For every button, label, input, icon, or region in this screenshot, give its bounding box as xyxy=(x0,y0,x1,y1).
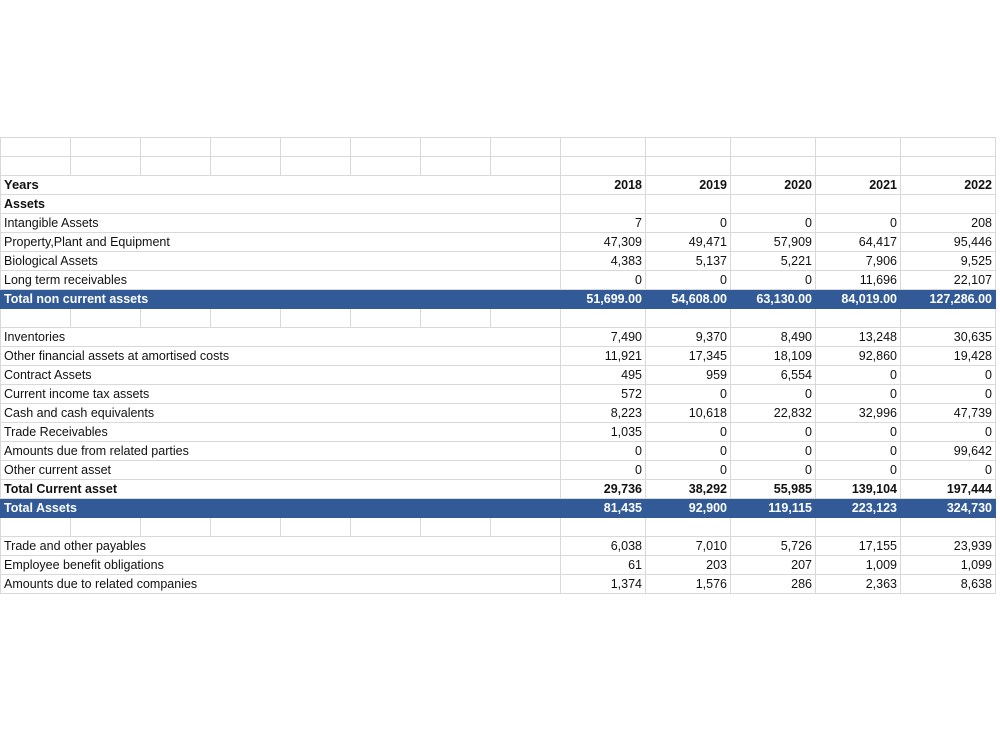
value-cell[interactable]: 0 xyxy=(816,385,901,404)
value-cell[interactable]: 0 xyxy=(731,461,816,480)
value-cell[interactable] xyxy=(731,195,816,214)
empty-cell[interactable] xyxy=(141,157,211,176)
value-cell[interactable] xyxy=(646,195,731,214)
empty-cell[interactable] xyxy=(646,138,731,157)
value-cell[interactable]: 0 xyxy=(646,271,731,290)
value-cell[interactable]: 51,699.00 xyxy=(561,290,646,309)
value-cell[interactable]: 23,939 xyxy=(901,537,996,556)
empty-cell[interactable] xyxy=(141,309,211,328)
value-cell[interactable]: 0 xyxy=(816,442,901,461)
table-row xyxy=(1,404,996,423)
value-cell[interactable]: 29,736 xyxy=(561,480,646,499)
value-cell[interactable]: 0 xyxy=(731,423,816,442)
empty-cell[interactable] xyxy=(731,518,816,537)
value-cell[interactable]: 0 xyxy=(731,442,816,461)
empty-cell[interactable] xyxy=(211,309,281,328)
spreadsheet-area xyxy=(0,137,996,594)
value-cell[interactable]: 1,099 xyxy=(901,556,996,575)
value-cell[interactable]: 10,618 xyxy=(646,404,731,423)
row-label[interactable]: Trade Receivables xyxy=(1,423,561,442)
value-cell[interactable]: 92,860 xyxy=(816,347,901,366)
value-cell[interactable]: 11,696 xyxy=(816,271,901,290)
empty-cell[interactable] xyxy=(491,138,561,157)
empty-cell[interactable] xyxy=(816,157,901,176)
value-cell[interactable]: 1,576 xyxy=(646,575,731,594)
value-cell[interactable]: 63,130.00 xyxy=(731,290,816,309)
value-cell[interactable]: 5,221 xyxy=(731,252,816,271)
value-cell[interactable]: 47,739 xyxy=(901,404,996,423)
value-cell[interactable]: 119,115 xyxy=(731,499,816,518)
empty-cell[interactable] xyxy=(351,309,421,328)
row-label[interactable]: Employee benefit obligations xyxy=(1,556,561,575)
empty-cell[interactable] xyxy=(351,518,421,537)
value-cell[interactable]: 17,345 xyxy=(646,347,731,366)
value-cell[interactable]: 17,155 xyxy=(816,537,901,556)
value-cell[interactable]: 139,104 xyxy=(816,480,901,499)
value-cell[interactable]: 0 xyxy=(561,442,646,461)
row-label[interactable]: Total Assets xyxy=(1,499,561,518)
empty-cell[interactable] xyxy=(281,138,351,157)
empty-cell[interactable] xyxy=(141,518,211,537)
value-cell[interactable]: 4,383 xyxy=(561,252,646,271)
table-row xyxy=(1,347,996,366)
value-cell[interactable] xyxy=(901,195,996,214)
empty-cell[interactable] xyxy=(816,518,901,537)
table-row xyxy=(1,214,996,233)
empty-cell[interactable] xyxy=(71,518,141,537)
value-cell[interactable]: 81,435 xyxy=(561,499,646,518)
value-cell[interactable]: 99,642 xyxy=(901,442,996,461)
row-label[interactable]: Amounts due from related parties xyxy=(1,442,561,461)
empty-cell[interactable] xyxy=(646,157,731,176)
empty-cell[interactable] xyxy=(901,157,996,176)
value-cell[interactable]: 22,832 xyxy=(731,404,816,423)
value-cell[interactable]: 207 xyxy=(731,556,816,575)
value-cell[interactable]: 0 xyxy=(646,385,731,404)
row-label[interactable]: Property,Plant and Equipment xyxy=(1,233,561,252)
value-cell[interactable]: 2019 xyxy=(646,176,731,195)
value-cell[interactable]: 61 xyxy=(561,556,646,575)
value-cell[interactable]: 572 xyxy=(561,385,646,404)
value-cell[interactable]: 54,608.00 xyxy=(646,290,731,309)
empty-cell[interactable] xyxy=(561,309,646,328)
value-cell[interactable]: 0 xyxy=(901,461,996,480)
value-cell[interactable]: 7,906 xyxy=(816,252,901,271)
value-cell[interactable]: 495 xyxy=(561,366,646,385)
empty-cell[interactable] xyxy=(491,157,561,176)
empty-cell[interactable] xyxy=(421,138,491,157)
value-cell[interactable]: 0 xyxy=(561,461,646,480)
value-cell[interactable]: 2022 xyxy=(901,176,996,195)
value-cell[interactable]: 30,635 xyxy=(901,328,996,347)
value-cell[interactable]: 0 xyxy=(646,423,731,442)
value-cell[interactable]: 5,137 xyxy=(646,252,731,271)
value-cell[interactable]: 127,286.00 xyxy=(901,290,996,309)
empty-cell[interactable] xyxy=(1,309,71,328)
value-cell[interactable]: 0 xyxy=(816,366,901,385)
empty-cell[interactable] xyxy=(646,518,731,537)
value-cell[interactable]: 6,038 xyxy=(561,537,646,556)
row-label[interactable]: Cash and cash equivalents xyxy=(1,404,561,423)
value-cell[interactable]: 0 xyxy=(731,214,816,233)
value-cell[interactable]: 7 xyxy=(561,214,646,233)
value-cell[interactable]: 8,638 xyxy=(901,575,996,594)
financial-table xyxy=(0,137,996,594)
empty-cell[interactable] xyxy=(141,138,211,157)
table-row xyxy=(1,442,996,461)
value-cell[interactable] xyxy=(561,195,646,214)
empty-cell[interactable] xyxy=(561,138,646,157)
value-cell[interactable]: 57,909 xyxy=(731,233,816,252)
row-label[interactable]: Biological Assets xyxy=(1,252,561,271)
value-cell[interactable]: 0 xyxy=(646,214,731,233)
value-cell[interactable]: 203 xyxy=(646,556,731,575)
empty-cell[interactable] xyxy=(561,157,646,176)
empty-cell[interactable] xyxy=(1,138,71,157)
value-cell[interactable]: 0 xyxy=(816,423,901,442)
empty-cell[interactable] xyxy=(816,309,901,328)
total-band-row xyxy=(1,290,996,309)
value-cell[interactable]: 95,446 xyxy=(901,233,996,252)
empty-cell[interactable] xyxy=(731,309,816,328)
empty-cell[interactable] xyxy=(281,157,351,176)
value-cell[interactable]: 0 xyxy=(646,461,731,480)
table-row xyxy=(1,233,996,252)
value-cell[interactable]: 19,428 xyxy=(901,347,996,366)
table-row xyxy=(1,385,996,404)
empty-row xyxy=(1,138,996,157)
value-cell[interactable]: 0 xyxy=(816,461,901,480)
subtotal-row xyxy=(1,480,996,499)
row-label[interactable]: Inventories xyxy=(1,328,561,347)
value-cell[interactable]: 0 xyxy=(901,385,996,404)
row-label[interactable]: Current income tax assets xyxy=(1,385,561,404)
blank-row xyxy=(1,518,996,537)
section-row xyxy=(1,195,996,214)
table-row xyxy=(1,461,996,480)
empty-cell[interactable] xyxy=(731,157,816,176)
empty-cell[interactable] xyxy=(71,309,141,328)
empty-cell[interactable] xyxy=(561,518,646,537)
value-cell[interactable]: 13,248 xyxy=(816,328,901,347)
value-cell[interactable]: 5,726 xyxy=(731,537,816,556)
empty-cell[interactable] xyxy=(351,138,421,157)
value-cell[interactable]: 6,554 xyxy=(731,366,816,385)
value-cell[interactable]: 2020 xyxy=(731,176,816,195)
value-cell[interactable]: 1,374 xyxy=(561,575,646,594)
blank-row xyxy=(1,309,996,328)
value-cell[interactable]: 0 xyxy=(561,271,646,290)
value-cell[interactable]: 0 xyxy=(646,442,731,461)
value-cell[interactable]: 8,490 xyxy=(731,328,816,347)
value-cell[interactable]: 1,035 xyxy=(561,423,646,442)
row-label[interactable]: Long term receivables xyxy=(1,271,561,290)
value-cell[interactable]: 32,996 xyxy=(816,404,901,423)
empty-cell[interactable] xyxy=(421,518,491,537)
empty-cell[interactable] xyxy=(731,138,816,157)
table-row xyxy=(1,366,996,385)
empty-row xyxy=(1,157,996,176)
value-cell[interactable]: 223,123 xyxy=(816,499,901,518)
row-label[interactable]: Years xyxy=(1,176,561,195)
value-cell[interactable]: 208 xyxy=(901,214,996,233)
row-label[interactable]: Intangible Assets xyxy=(1,214,561,233)
value-cell[interactable]: 7,490 xyxy=(561,328,646,347)
empty-cell[interactable] xyxy=(211,138,281,157)
empty-cell[interactable] xyxy=(491,309,561,328)
value-cell[interactable]: 2021 xyxy=(816,176,901,195)
empty-cell[interactable] xyxy=(816,138,901,157)
empty-cell[interactable] xyxy=(351,157,421,176)
value-cell[interactable]: 0 xyxy=(731,271,816,290)
empty-cell[interactable] xyxy=(1,157,71,176)
row-label[interactable]: Trade and other payables xyxy=(1,537,561,556)
row-label[interactable]: Other financial assets at amortised costs xyxy=(1,347,561,366)
row-label[interactable]: Amounts due to related companies xyxy=(1,575,561,594)
row-label[interactable]: Total non current assets xyxy=(1,290,561,309)
value-cell[interactable]: 49,471 xyxy=(646,233,731,252)
empty-cell[interactable] xyxy=(421,309,491,328)
value-cell[interactable]: 2,363 xyxy=(816,575,901,594)
empty-cell[interactable] xyxy=(71,157,141,176)
empty-cell[interactable] xyxy=(421,157,491,176)
empty-cell[interactable] xyxy=(901,309,996,328)
empty-cell[interactable] xyxy=(281,309,351,328)
value-cell[interactable]: 286 xyxy=(731,575,816,594)
value-cell[interactable]: 959 xyxy=(646,366,731,385)
row-label[interactable]: Contract Assets xyxy=(1,366,561,385)
empty-cell[interactable] xyxy=(281,518,351,537)
value-cell[interactable]: 7,010 xyxy=(646,537,731,556)
value-cell[interactable]: 197,444 xyxy=(901,480,996,499)
empty-cell[interactable] xyxy=(211,157,281,176)
row-label[interactable]: Other current asset xyxy=(1,461,561,480)
table-row xyxy=(1,556,996,575)
table-row xyxy=(1,423,996,442)
value-cell[interactable] xyxy=(816,195,901,214)
row-label[interactable]: Assets xyxy=(1,195,561,214)
table-row xyxy=(1,537,996,556)
value-cell[interactable]: 84,019.00 xyxy=(816,290,901,309)
value-cell[interactable]: 9,370 xyxy=(646,328,731,347)
value-cell[interactable]: 92,900 xyxy=(646,499,731,518)
empty-cell[interactable] xyxy=(901,138,996,157)
table-row xyxy=(1,271,996,290)
value-cell[interactable]: 64,417 xyxy=(816,233,901,252)
value-cell[interactable]: 9,525 xyxy=(901,252,996,271)
table-row xyxy=(1,328,996,347)
value-cell[interactable]: 0 xyxy=(731,385,816,404)
value-cell[interactable]: 38,292 xyxy=(646,480,731,499)
value-cell[interactable]: 324,730 xyxy=(901,499,996,518)
empty-cell[interactable] xyxy=(71,138,141,157)
header-row xyxy=(1,176,996,195)
value-cell[interactable]: 1,009 xyxy=(816,556,901,575)
row-label[interactable]: Total Current asset xyxy=(1,480,561,499)
value-cell[interactable]: 0 xyxy=(901,423,996,442)
empty-cell[interactable] xyxy=(646,309,731,328)
empty-cell[interactable] xyxy=(901,518,996,537)
value-cell[interactable]: 22,107 xyxy=(901,271,996,290)
value-cell[interactable]: 0 xyxy=(816,214,901,233)
value-cell[interactable]: 2018 xyxy=(561,176,646,195)
value-cell[interactable]: 11,921 xyxy=(561,347,646,366)
empty-cell[interactable] xyxy=(211,518,281,537)
value-cell[interactable]: 0 xyxy=(901,366,996,385)
value-cell[interactable]: 8,223 xyxy=(561,404,646,423)
total-band-row xyxy=(1,499,996,518)
empty-cell[interactable] xyxy=(491,518,561,537)
value-cell[interactable]: 55,985 xyxy=(731,480,816,499)
value-cell[interactable]: 47,309 xyxy=(561,233,646,252)
value-cell[interactable]: 18,109 xyxy=(731,347,816,366)
table-row xyxy=(1,575,996,594)
table-row xyxy=(1,252,996,271)
empty-cell[interactable] xyxy=(1,518,71,537)
